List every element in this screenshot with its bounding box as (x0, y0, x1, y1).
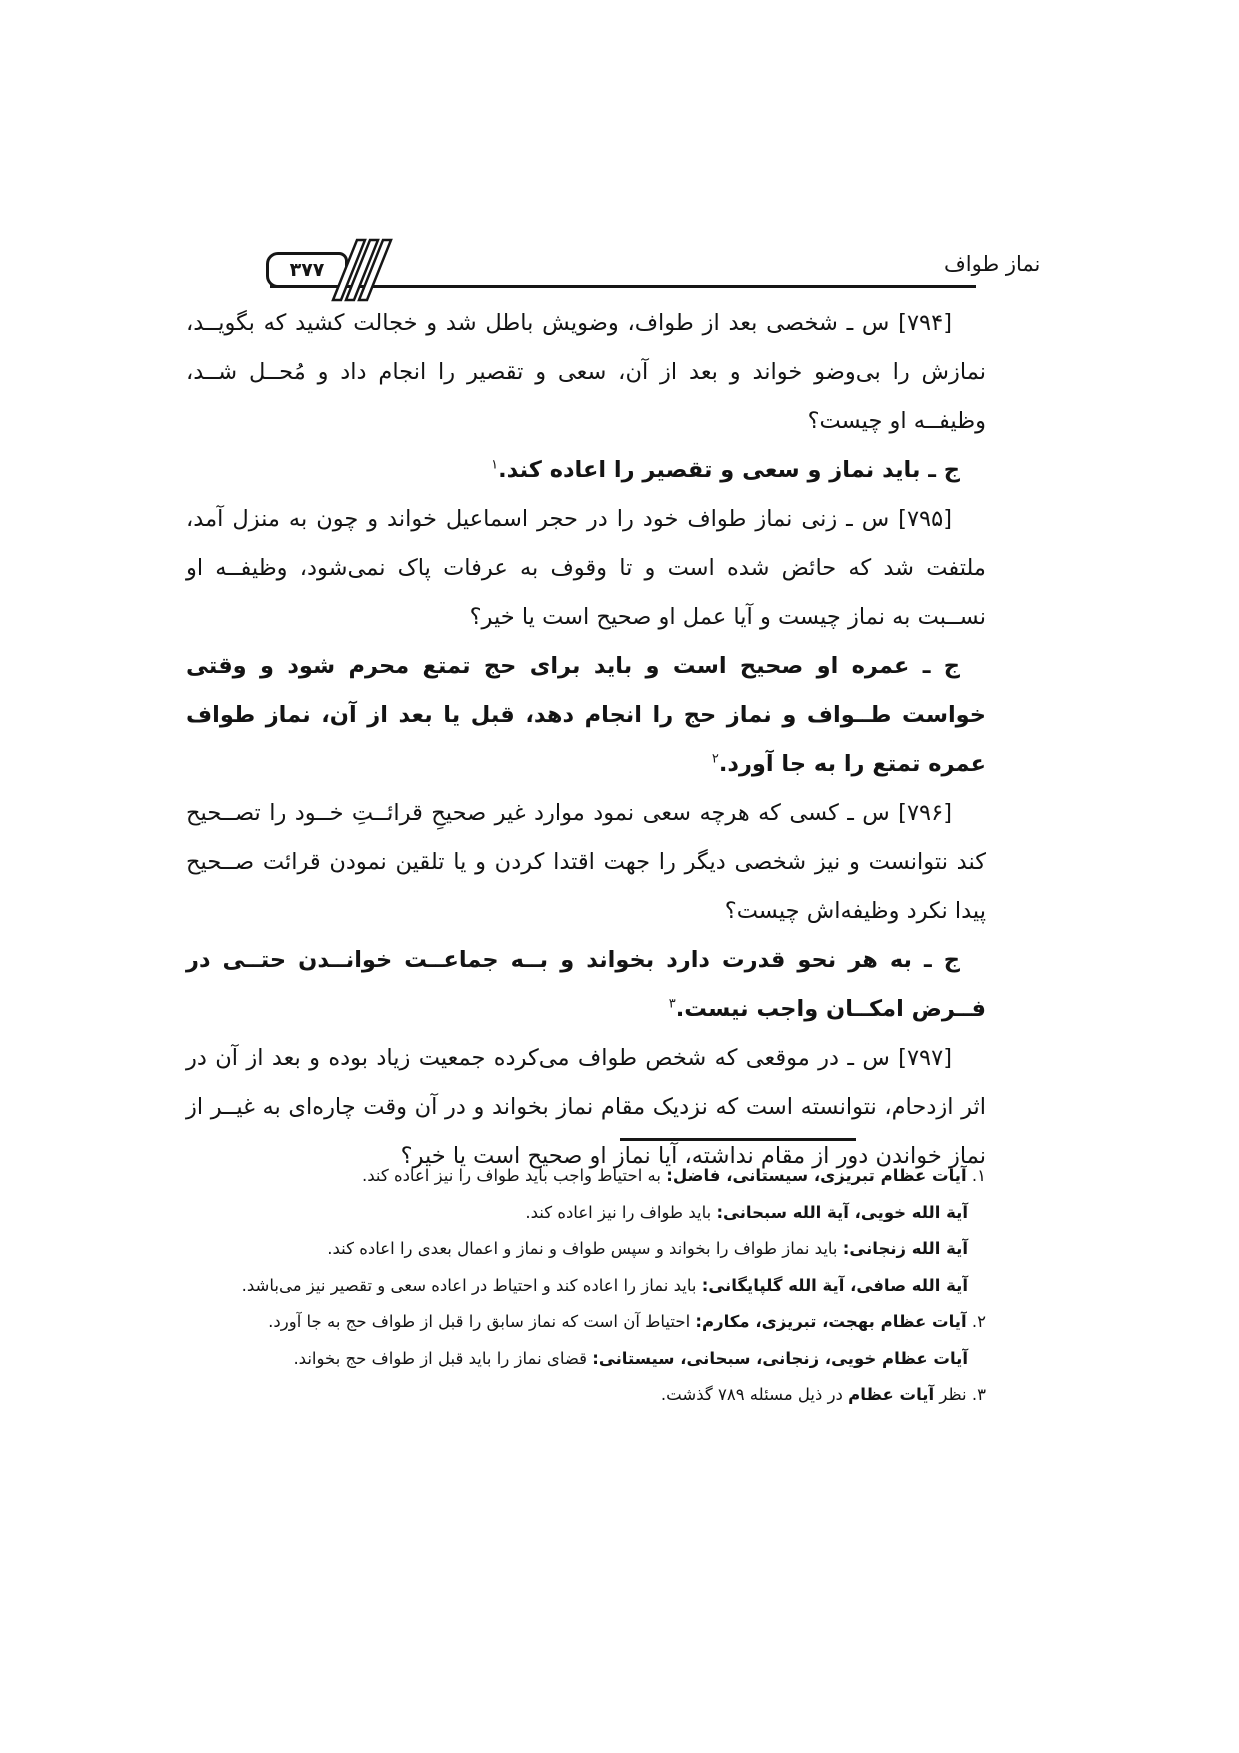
footnote-text: باید طواف را نیز اعاده کند. (525, 1202, 717, 1222)
footnote-2-line-1 (186, 1304, 986, 1341)
footnote-1-line-2 (186, 1195, 986, 1232)
footnote-ref-2: ۲ (711, 751, 719, 767)
question-794: [۷۹۴] س ـ شخصی بعد از طواف، وضویش باطل شد و خجالت کشید که بگویــد، نمازش را بی‌وضو خواند و بعد از آن، سعی و تقصیر را انجام داد و مُحــل شــد، وظیفــه او چیست؟ (186, 310, 986, 434)
answer-796-text: ج ـ به هر نحو قدرت دارد بخواند و بــه جماعــت خوانــدن حتــی در فــرض امکــان واجب نیست. (186, 947, 986, 1022)
footnote-text: باید نماز را اعاده کند و احتیاط در اعاده سعی و تقصیر نیز می‌باشد. (241, 1275, 702, 1295)
footnote-3-line-1 (186, 1377, 986, 1414)
footnote-authorities: آیة الله صافی، آیة الله گلپایگانی: (701, 1275, 968, 1295)
footnote-ref-1: ۱ (491, 457, 499, 473)
footnote-ref-3: ۳ (668, 996, 676, 1012)
footnote-marker: ۳. نظر (934, 1385, 986, 1404)
footnotes (186, 1158, 986, 1414)
body-text (186, 299, 986, 1181)
footnote-authorities: آیة الله خویی، آیة الله سبحانی: (716, 1202, 968, 1222)
footnote-text: احتیاط آن است که نماز سابق را قبل از طواف حج به جا آورد. (268, 1312, 696, 1331)
answer-795 (186, 642, 986, 789)
footnote-text: در ذیل مسئله ۷۸۹ گذشت. (660, 1385, 849, 1404)
answer-796 (186, 936, 986, 1034)
footnote-authorities: آیات عظام بهجت، تبریزی، مکارم: (695, 1312, 967, 1331)
question-795: [۷۹۵] س ـ زنی نماز طواف خود را در حجر اسماعیل خواند و چون به منزل آمد، ملتفت شد که حائض شده است و تا وقوف به عرفات پاک نمی‌شود، وظیفــه او نســبت به نماز چیست و آیا عمل او صحیح است یا خیر؟ (186, 506, 986, 630)
footnote-marker: ۱. (966, 1166, 986, 1185)
hatch-marks-icon (331, 238, 405, 302)
footnote-text: به احتیاط واجب باید طواف را نیز اعاده کند. (361, 1166, 667, 1185)
question-796: [۷۹۶] س ـ کسی که هرچه سعی نمود موارد غیر صحیحِ قرائــتِ خــود را تصــحیح کند نتوانست و نیز شخصی دیگر را جهت اقتدا کردن و یا تلقین نمودن قرائت صــحیح پیدا نکرد وظیفه‌اش چیست؟ (186, 800, 986, 924)
footnote-2-line-2 (186, 1341, 986, 1378)
footnote-text: قضای نماز را باید قبل از طواف حج بخواند. (293, 1348, 593, 1368)
footnote-1-line-4 (186, 1268, 986, 1305)
question-797: [۷۹۷] س ـ در موقعی که شخص طواف می‌کرده جمعیت زیاد بوده و بعد از آن در اثر ازدحام، نتوانسته است که نزدیک مقام نماز بخواند و در آن وقت چاره‌ای به غیــر از نماز خواندن دور از مقام نداشته، آیا نماز او صحیح است یا خیر؟ (186, 1045, 986, 1169)
footnote-1-line-1 (186, 1158, 986, 1195)
header-title: نماز طواف (944, 252, 1041, 276)
footnote-authorities: آیات عظام تبریزی، سیستانی، فاضل: (666, 1166, 967, 1185)
footnote-authorities: آیات عظام (848, 1385, 935, 1404)
answer-794-text: ج ـ باید نماز و سعی و تقصیر را اعاده کند. (498, 457, 960, 483)
footnote-text: باید نماز طواف را بخواند و سپس طواف و نماز و اعمال بعدی را اعاده کند. (327, 1239, 843, 1258)
footnote-1-line-3 (186, 1231, 986, 1268)
footnote-authorities: آیات عظام خویی، زنجانی، سبحانی، سیستانی: (592, 1348, 968, 1368)
footnote-authorities: آیة الله زنجانی: (842, 1239, 968, 1258)
footnotes-separator (620, 1138, 856, 1141)
footnote-marker: ۲. (966, 1312, 986, 1331)
answer-794 (186, 446, 986, 495)
page-number: ۳۷۷ (289, 259, 325, 281)
answer-795-text: ج ـ عمره او صحیح است و باید برای حج تمتع محرم شود و وقتی خواست طــواف و نماز حج را انجام دهد، قبل یا بعد از آن، نماز طواف عمره تمتع را به جا آورد. (186, 653, 986, 777)
